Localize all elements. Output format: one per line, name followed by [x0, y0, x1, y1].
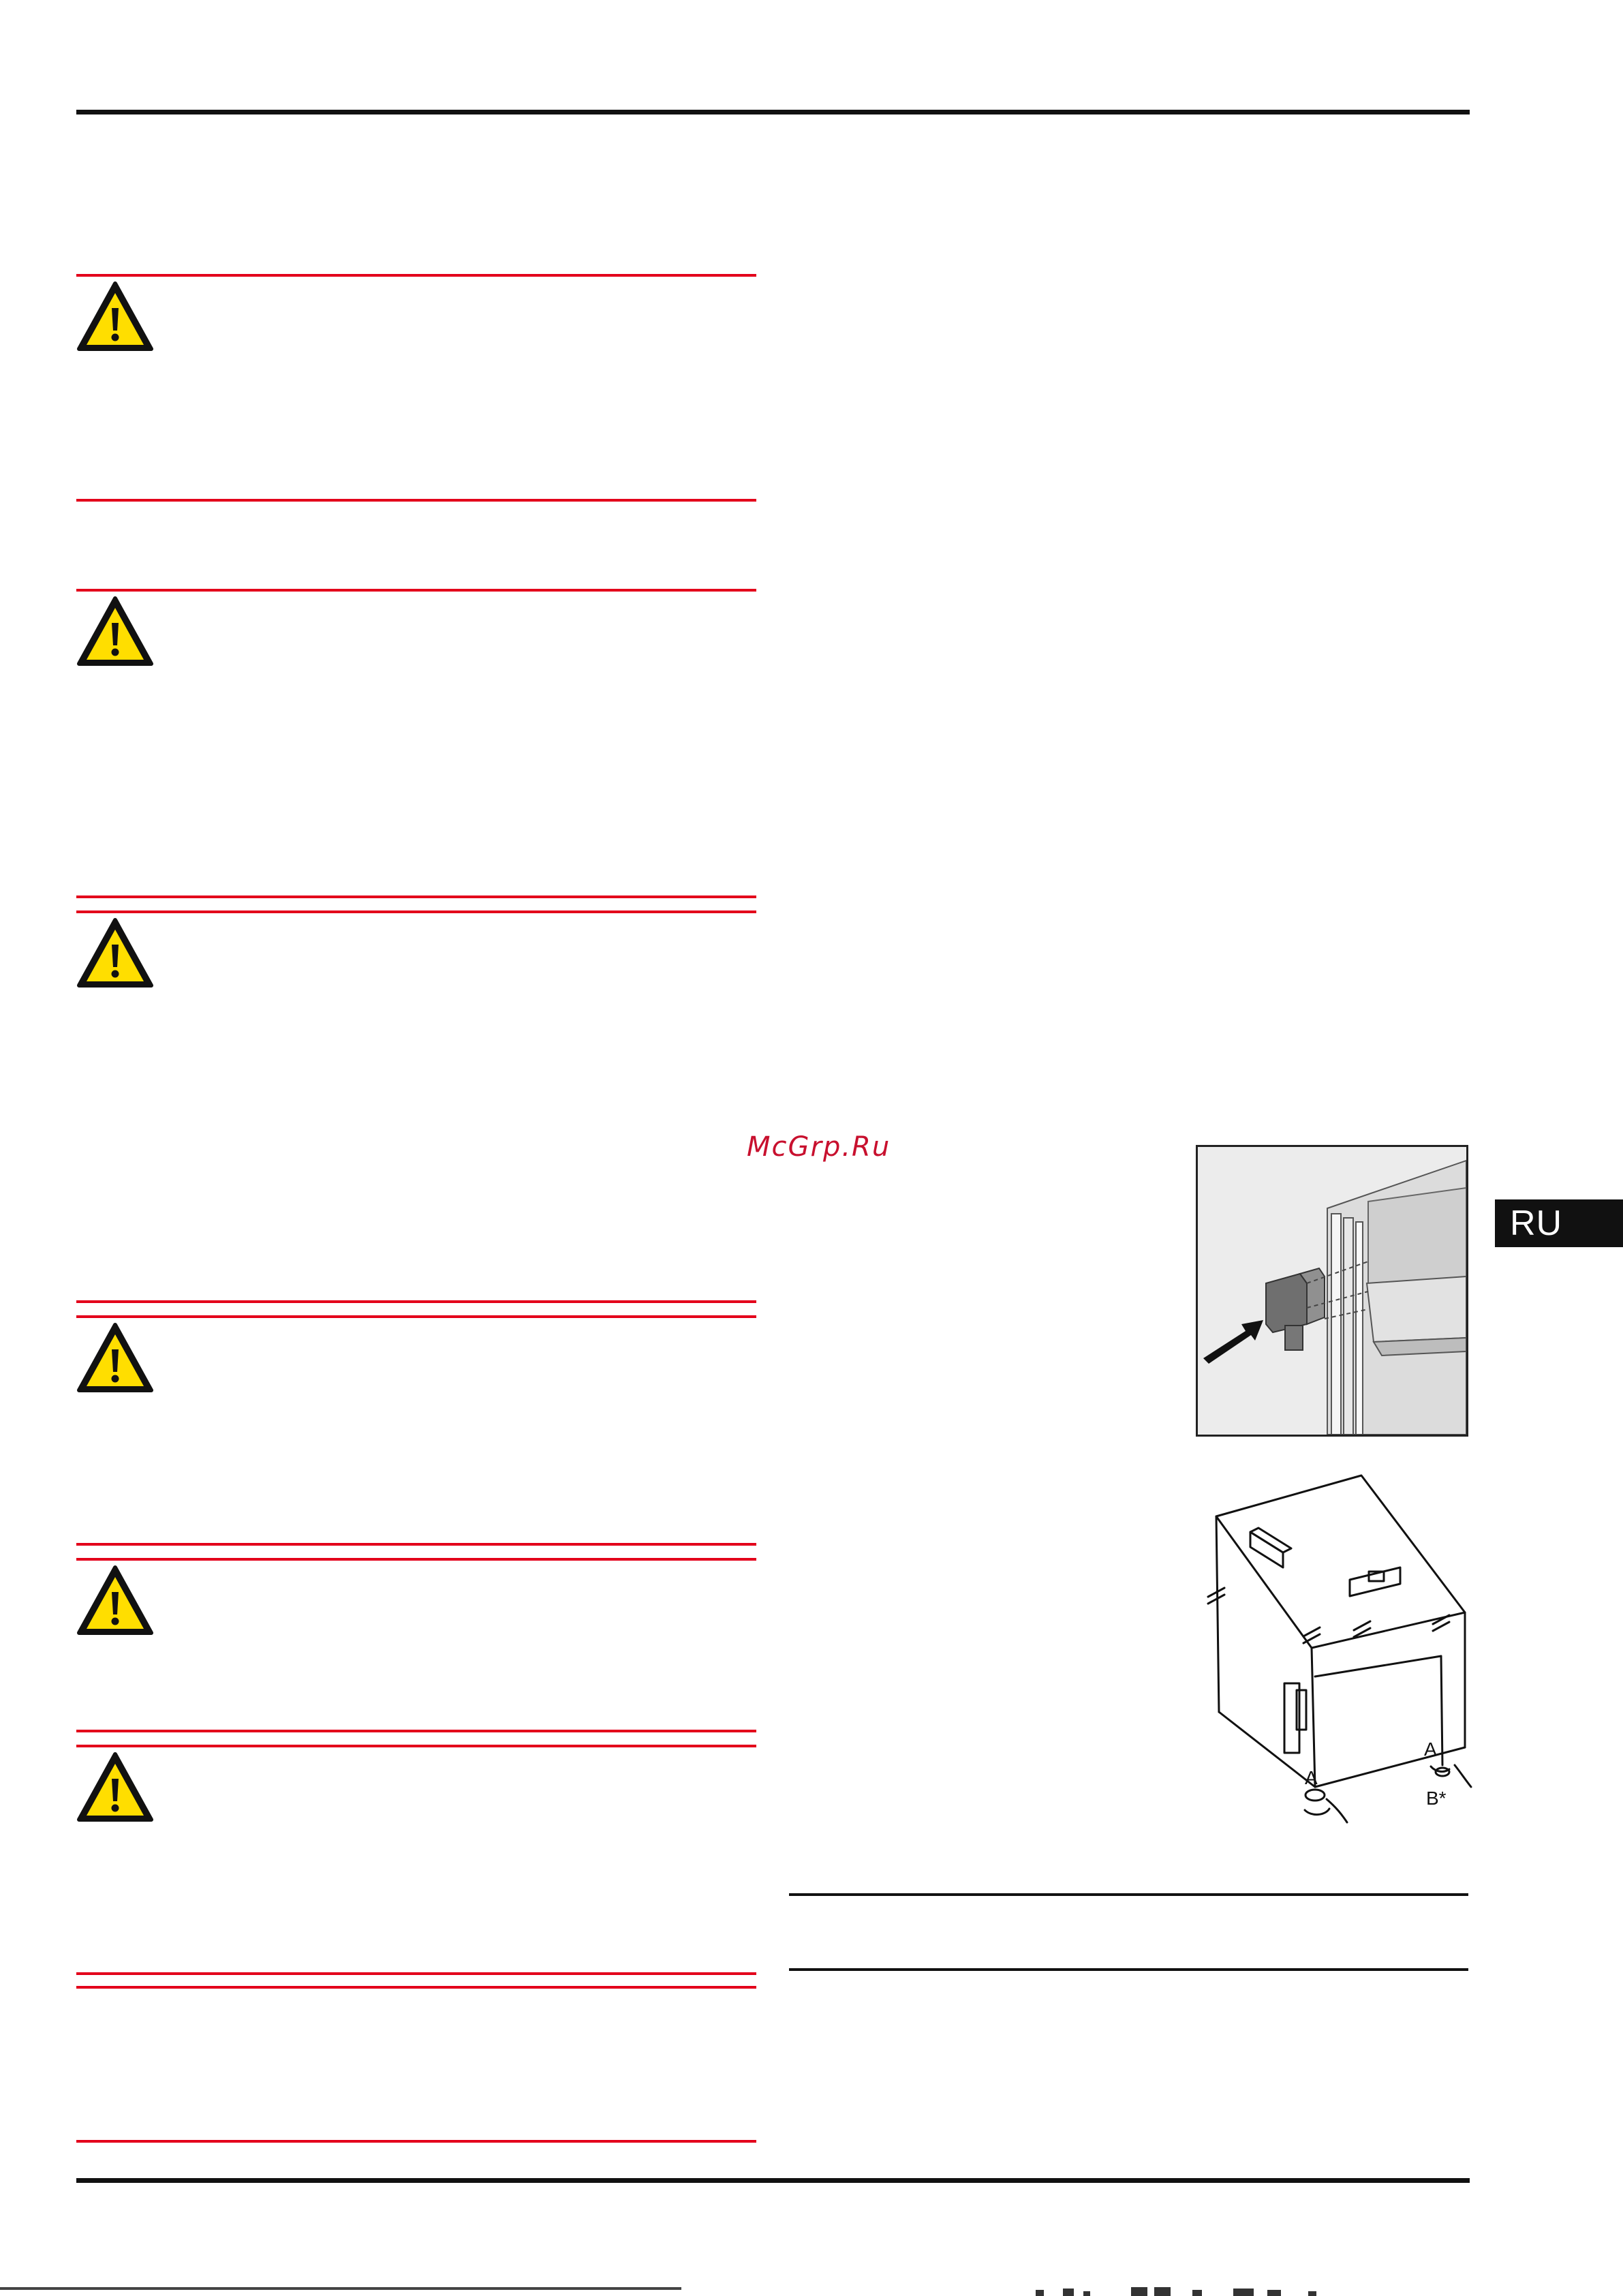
cropped-bottom-line: [0, 2287, 681, 2290]
cropped-bottom-marks: [1036, 2283, 1349, 2296]
right-column-bottom-rule: [789, 1968, 1468, 1971]
warning-3-bottom-rule: [76, 1300, 756, 1303]
note-block-top-rule: [76, 1986, 756, 1989]
warning-triangle-icon: [75, 279, 155, 354]
warning-5-bottom-rule: [76, 1730, 756, 1732]
warning-triangle-icon: [75, 916, 155, 991]
warning-6-bottom-rule: [76, 1972, 756, 1975]
warning-triangle-icon: [75, 1750, 155, 1825]
warning-triangle-icon: [75, 594, 155, 669]
warning-4-top-rule: [76, 1315, 756, 1318]
warning-1-top-rule: [76, 274, 756, 277]
warning-1-bottom-rule: [76, 499, 756, 502]
header-rule: [76, 110, 1470, 114]
language-tab: RU: [1495, 1199, 1623, 1247]
warning-4-bottom-rule: [76, 1543, 756, 1546]
label-b: B*: [1426, 1788, 1447, 1809]
warning-triangle-icon: [75, 1321, 155, 1396]
right-column-top-rule: [789, 1893, 1468, 1896]
warning-6-top-rule: [76, 1745, 756, 1747]
label-a-left: A: [1305, 1767, 1318, 1788]
figure-cabinet-illustration: [1196, 1472, 1475, 1840]
warning-triangle-icon: [75, 1563, 155, 1638]
watermark-text: McGrp.Ru: [747, 1131, 891, 1163]
warning-3-top-rule: [76, 910, 756, 913]
figure-door-handle-illustration: [1198, 1147, 1466, 1435]
label-a-right: A: [1424, 1739, 1437, 1760]
footer-rule: [76, 2178, 1470, 2183]
note-block-bottom-rule: [76, 2140, 756, 2143]
figure-door-handle-mounting: [1196, 1145, 1468, 1437]
warning-2-top-rule: [76, 589, 756, 592]
warning-2-bottom-rule: [76, 896, 756, 898]
warning-5-top-rule: [76, 1558, 756, 1561]
figure-cabinet-leveling: [1196, 1472, 1475, 1840]
